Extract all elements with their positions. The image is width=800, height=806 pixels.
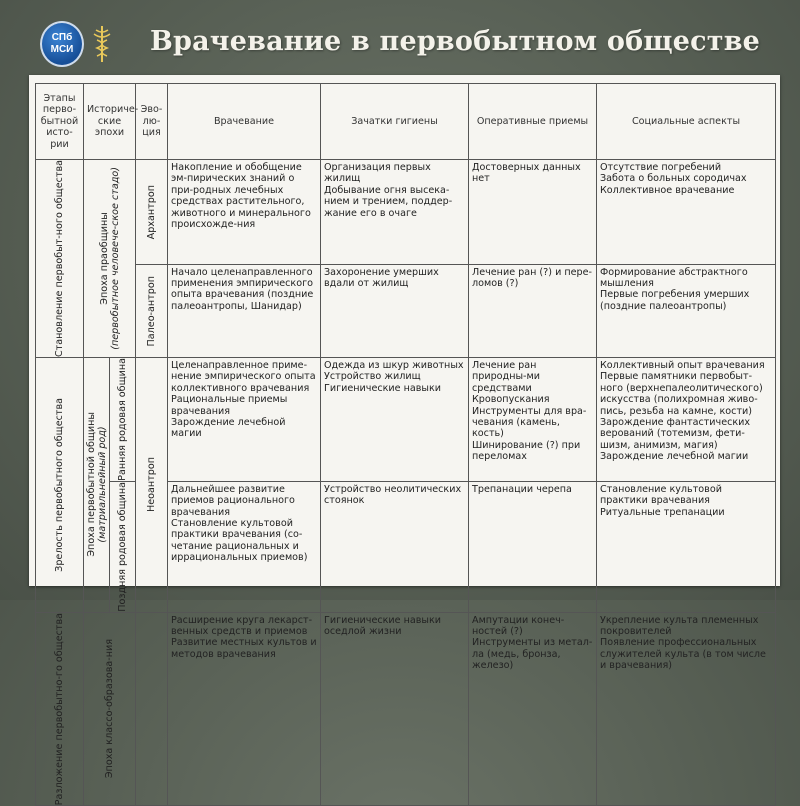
header-social: Социальные аспекты: [597, 84, 776, 160]
cell-social: Укрепление культа племенных покровителей Появление профессиональных служителей культа (в том числе и врачевания): [597, 612, 776, 805]
cell-social: Отсутствие погребений Забота о больных сородичах Коллективное врачевание: [597, 160, 776, 265]
header-row: [36, 84, 776, 160]
cell-operative: Лечение ран (?) и пере-ломов (?): [469, 264, 597, 357]
epoch-early-clan: Ранняя родовая община: [110, 358, 136, 482]
table-row: [36, 612, 776, 805]
cell-operative: Лечение ран природны-ми средствами Кровопускания Инструменты для вра-чевания (камень, кость) Шинирование (?) при переломах: [469, 358, 597, 482]
cell-healing: Начало целенаправленного применения эмпирического опыта врачевания (поздние палеоантропы, Шанидар): [168, 264, 321, 357]
table-scan: [29, 75, 780, 805]
table-row: [36, 160, 776, 265]
evolution-neoanthrop: Неоантроп: [136, 358, 168, 613]
caduceus-icon: [88, 24, 116, 64]
epoch-late-clan: Поздняя родовая община: [110, 481, 136, 612]
header-stages: Этапы перво-бытной исто-рии: [36, 84, 84, 160]
cell-operative: Трепанации черепа: [469, 481, 597, 612]
epoch-proto-subtitle: (первобытное человече-ское стадо): [109, 167, 121, 350]
header-hygiene: Зачатки гигиены: [321, 84, 469, 160]
page-title: Врачевание в первобытном обществе: [150, 26, 761, 57]
cell-social: Коллективный опыт врачевания Первые памятники первобыт-ного (верхнепалеолитического) искусства (полихромная живо-пись, резьба на камне, кости) Зарождение фантастических верований (тотемизм, фети-шизм, анимизм, магия) Зарождение лечебной магии: [597, 358, 776, 482]
cell-healing: Расширение круга лекарст-венных средств и приемов Развитие местных культов и методов врачевания: [168, 612, 321, 805]
cell-social: Становление культовой практики врачевания Ритуальные трепанации: [597, 481, 776, 612]
stage-formation: Становление первобыт-ного общества: [36, 160, 84, 358]
cell-hygiene: Организация первых жилищ Добывание огня высека-нием и трением, поддер-жание его в очаге: [321, 160, 469, 265]
cell-healing: Дальнейшее развитие приемов рационального врачевания Становление культовой практики врачевания (со-четание рациональных и иррациональных приемов): [168, 481, 321, 612]
header-healing: Врачевание: [168, 84, 321, 160]
table-row: [36, 358, 776, 482]
evolution-archanthrop: Архантроп: [136, 160, 168, 265]
table-row: [36, 264, 776, 357]
evolution-empty: [136, 612, 168, 805]
cell-hygiene: Устройство неолитических стоянок: [321, 481, 469, 612]
cell-operative: Достоверных данных нет: [469, 160, 597, 265]
logo-line1: СПб: [51, 32, 73, 43]
cell-hygiene: Одежда из шкур животных Устройство жилищ Гигиенические навыки: [321, 358, 469, 482]
epoch-proto-title: Эпоха праобщины: [98, 212, 110, 305]
epoch-primitive-title: Эпоха первобытной общины: [85, 412, 97, 558]
cell-healing: Накопление и обобщение эм-пирических знаний о при-родных лечебных средствах растительного, животного и минерального происхожде-ния: [168, 160, 321, 265]
cell-operative: Ампутации конеч-ностей (?) Инструменты из метал-ла (медь, бронза, железо): [469, 612, 597, 805]
cell-hygiene: Гигиенические навыки оседлой жизни: [321, 612, 469, 805]
header-epochs: Историче-ские эпохи: [84, 84, 136, 160]
epoch-proto-community: [84, 160, 136, 358]
epoch-class-formation: Эпоха классо-образова-ния: [84, 612, 136, 805]
epoch-primitive-subtitle: (матриальнейный род): [96, 426, 108, 543]
evolution-paleoanthrop: Палео-антроп: [136, 264, 168, 357]
header-operative: Оперативные приемы: [469, 84, 597, 160]
stage-maturity: Зрелость первобытного общества: [36, 358, 84, 613]
cell-social: Формирование абстрактного мышления Первые погребения умерших (поздние палеоантропы): [597, 264, 776, 357]
history-table: [35, 83, 776, 806]
logo: [40, 22, 116, 66]
epoch-primitive-community: [84, 358, 110, 613]
cell-hygiene: Захоронение умерших вдали от жилищ: [321, 264, 469, 357]
logo-line2: МСИ: [50, 44, 74, 55]
header-evolution: Эво-лю-ция: [136, 84, 168, 160]
logo-emblem: [40, 21, 84, 67]
stage-decline: Разложение первобытно-го общества: [36, 612, 84, 805]
cell-healing: Целенаправленное приме-нение эмпирического опыта коллективного врачевания Рациональные приемы врачевания Зарождение лечебной магии: [168, 358, 321, 482]
